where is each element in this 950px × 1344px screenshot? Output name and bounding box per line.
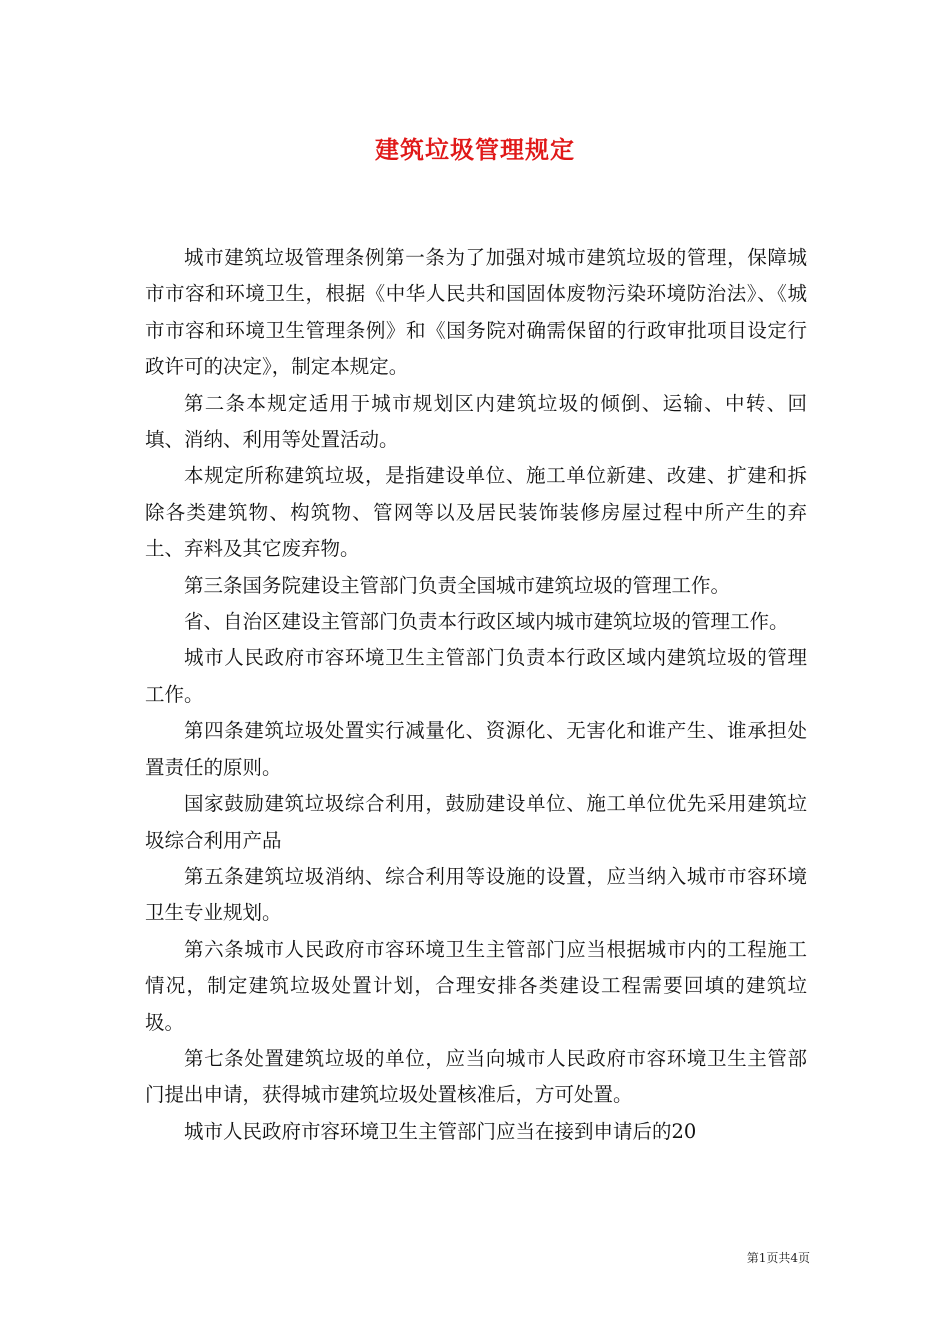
- paragraph: 第二条本规定适用于城市规划区内建筑垃圾的倾倒、运输、中转、回填、消纳、利用等处置活动。: [145, 391, 807, 452]
- paragraph: 本规定所称建筑垃圾，是指建设单位、施工单位新建、改建、扩建和拆除各类建筑物、构筑物、管网等以及居民装饰装修房屋过程中所产生的弃土、弃料及其它废弃物。: [145, 464, 807, 561]
- paragraph: 省、自治区建设主管部门负责本行政区域内城市建筑垃圾的管理工作。: [184, 610, 789, 634]
- paragraph: 第六条城市人民政府市容环境卫生主管部门应当根据城市内的工程施工情况，制定建筑垃圾处置计划，合理安排各类建设工程需要回填的建筑垃圾。: [145, 937, 807, 1034]
- paragraph: 第三条国务院建设主管部门负责全国城市建筑垃圾的管理工作。: [184, 573, 731, 597]
- document-title: 建筑垃圾管理规定: [375, 135, 575, 164]
- paragraph: 城市建筑垃圾管理条例第一条为了加强对城市建筑垃圾的管理，保障城市市容和环境卫生，根据《中华人民共和国固体废物污染环境防治法》、《城市市容和环境卫生管理条例》和《国务院对确需保留的行政审批项目设定行政许可的决定》，制定本规定。: [145, 246, 807, 379]
- page-number: 第1页共4页: [746, 1251, 810, 1265]
- paragraph: 国家鼓励建筑垃圾综合利用，鼓励建设单位、施工单位优先采用建筑垃圾综合利用产品: [145, 792, 807, 852]
- paragraph: 第四条建筑垃圾处置实行减量化、资源化、无害化和谁产生、谁承担处置责任的原则。: [145, 719, 807, 779]
- paragraph: 第五条建筑垃圾消纳、综合利用等设施的设置，应当纳入城市市容环境卫生专业规划。: [145, 864, 807, 925]
- paragraph: 城市人民政府市容环境卫生主管部门应当在接到申请后的20: [184, 1119, 697, 1143]
- document-body: [145, 240, 807, 1150]
- paragraph: 城市人民政府市容环境卫生主管部门负责本行政区域内建筑垃圾的管理工作。: [145, 646, 807, 706]
- paragraph: 第七条处置建筑垃圾的单位，应当向城市人民政府市容环境卫生主管部门提出申请，获得城市建筑垃圾处置核准后，方可处置。: [145, 1046, 807, 1107]
